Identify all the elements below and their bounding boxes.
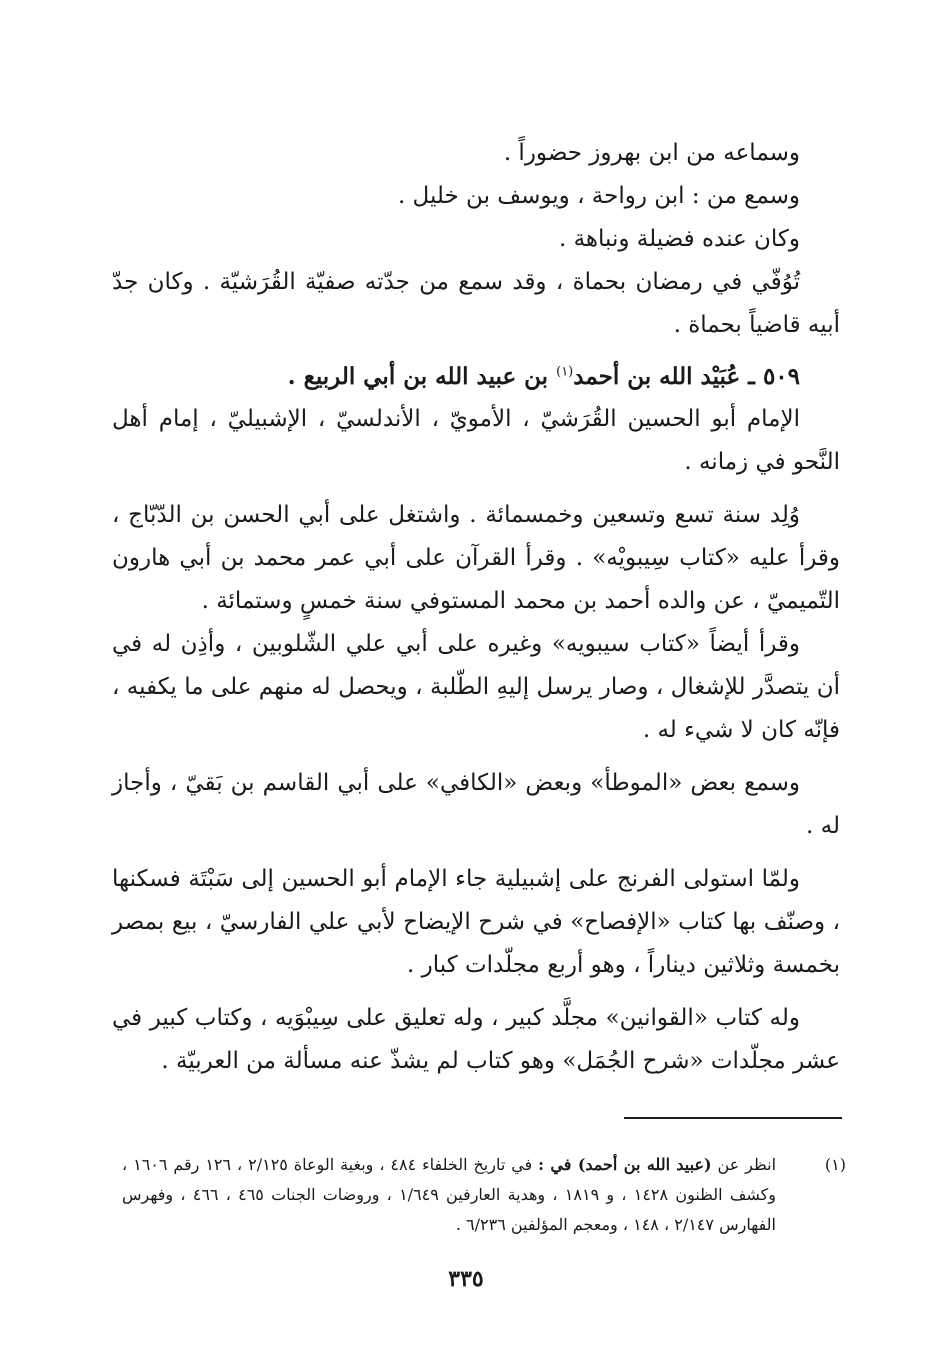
- paragraph-qawanin: وله كتاب «القوانين» مجلَّد كبير ، وله تعليق على سِيبْوَيه ، وكتاب كبير في عشر مجلّدات «شرح الجُمَل» وهو كتاب لم يشذّ عنه مسألة من العربيّة .: [112, 1005, 840, 1074]
- paragraph-muwatta: وسمع بعض «الموطأ» وبعض «الكافي» على أبي القاسم بن بَقيّ ، وأجاز له .: [112, 770, 840, 839]
- paragraph-sibawayh: وقرأ أيضاً «كتاب سيبويه» وغيره على أبي علي الشّلوبين ، وأذِن له في أن يتصدَّر للإشغال ، وصار يرسل إليهِ الطّلبة ، ويحصل له منهم على ما يكفيه ، فإنّه كان لا شيء له .: [112, 631, 840, 743]
- footnote-marker: (١): [824, 1155, 846, 1174]
- footnote: [122, 1150, 846, 1240]
- footnote-subject: (عبيد الله بن أحمد) في :: [538, 1155, 712, 1174]
- paragraph-imam: الإمام أبو الحسين القُرَشيّ ، الأمويّ ، الأندلسيّ ، الإشبيليّ ، إمام أهل النَّحو في زمانه .: [112, 406, 840, 475]
- footnote-text: في تاريخ الخلفاء ٤٨٤ ، وبغية الوعاة ٢/١٢٥ ، ١٢٦ رقم ١٦٠٦ ، وكشف الظنون ١٤٢٨ ، و ١٨١٩ ، وهدية العارفين ١/٦٤٩ ، وروضات الجنات ٤٦٥ ، ٤٦٦ ، وفهرس الفهارس ٢/١٤٧ ، ١٤٨ ، ومعجم المؤلفين ٦/٢٣٦ .: [122, 1155, 777, 1234]
- paragraph-death: تُوُفّي في رمضان بحماة ، وقد سمع من جدّته صفيّة القُرَشيّة . وكان جدّ أبيه قاضياً بحماة .: [112, 269, 840, 338]
- text-line: وكان عنده فضيلة ونباهة .: [558, 226, 800, 252]
- page-number: ٣٣٥: [448, 1266, 484, 1292]
- paragraph-seville: ولمّا استولى الفرنج على إشبيلية جاء الإمام أبو الحسين إلى سَبْتَة فسكنها ، وصنّف بها كتاب «الإفصاح» في شرح الإيضاح لأبي علي الفارسيّ ، بيع بمصر بخمسة وثلاثين ديناراً ، وهو أربع مجلّدات كبار .: [112, 866, 840, 978]
- footnote-separator: [624, 1117, 842, 1119]
- entry-heading-lineage: بن عبيد الله بن أبي الربيع .: [287, 363, 557, 390]
- footnote-reference: (١): [556, 364, 574, 380]
- footnote-body: [122, 1150, 776, 1240]
- main-text-column: [112, 132, 840, 1083]
- text-line: وسمع من : ابن رواحة ، ويوسف بن خليل .: [397, 183, 800, 209]
- text-line: وسماعه من ابن بهروز حضوراً .: [503, 140, 800, 166]
- entry-heading-name: ٥٠٩ ـ عُبَيْد الله بن أحمد: [573, 363, 800, 390]
- entry-heading: [112, 355, 840, 398]
- footnote-lead: انظر عن: [711, 1155, 777, 1174]
- paragraph-birth: وُلِد سنة تسع وتسعين وخمسمائة . واشتغل على أبي الحسن بن الدّبّاج ، وقرأ عليه «كتاب سِيبويْه» . وقرأ القرآن على أبي عمر محمد بن أبي هارون التّميميّ ، عن والده أحمد بن محمد المستوفي سنة خمسٍ وستمائة .: [112, 502, 840, 614]
